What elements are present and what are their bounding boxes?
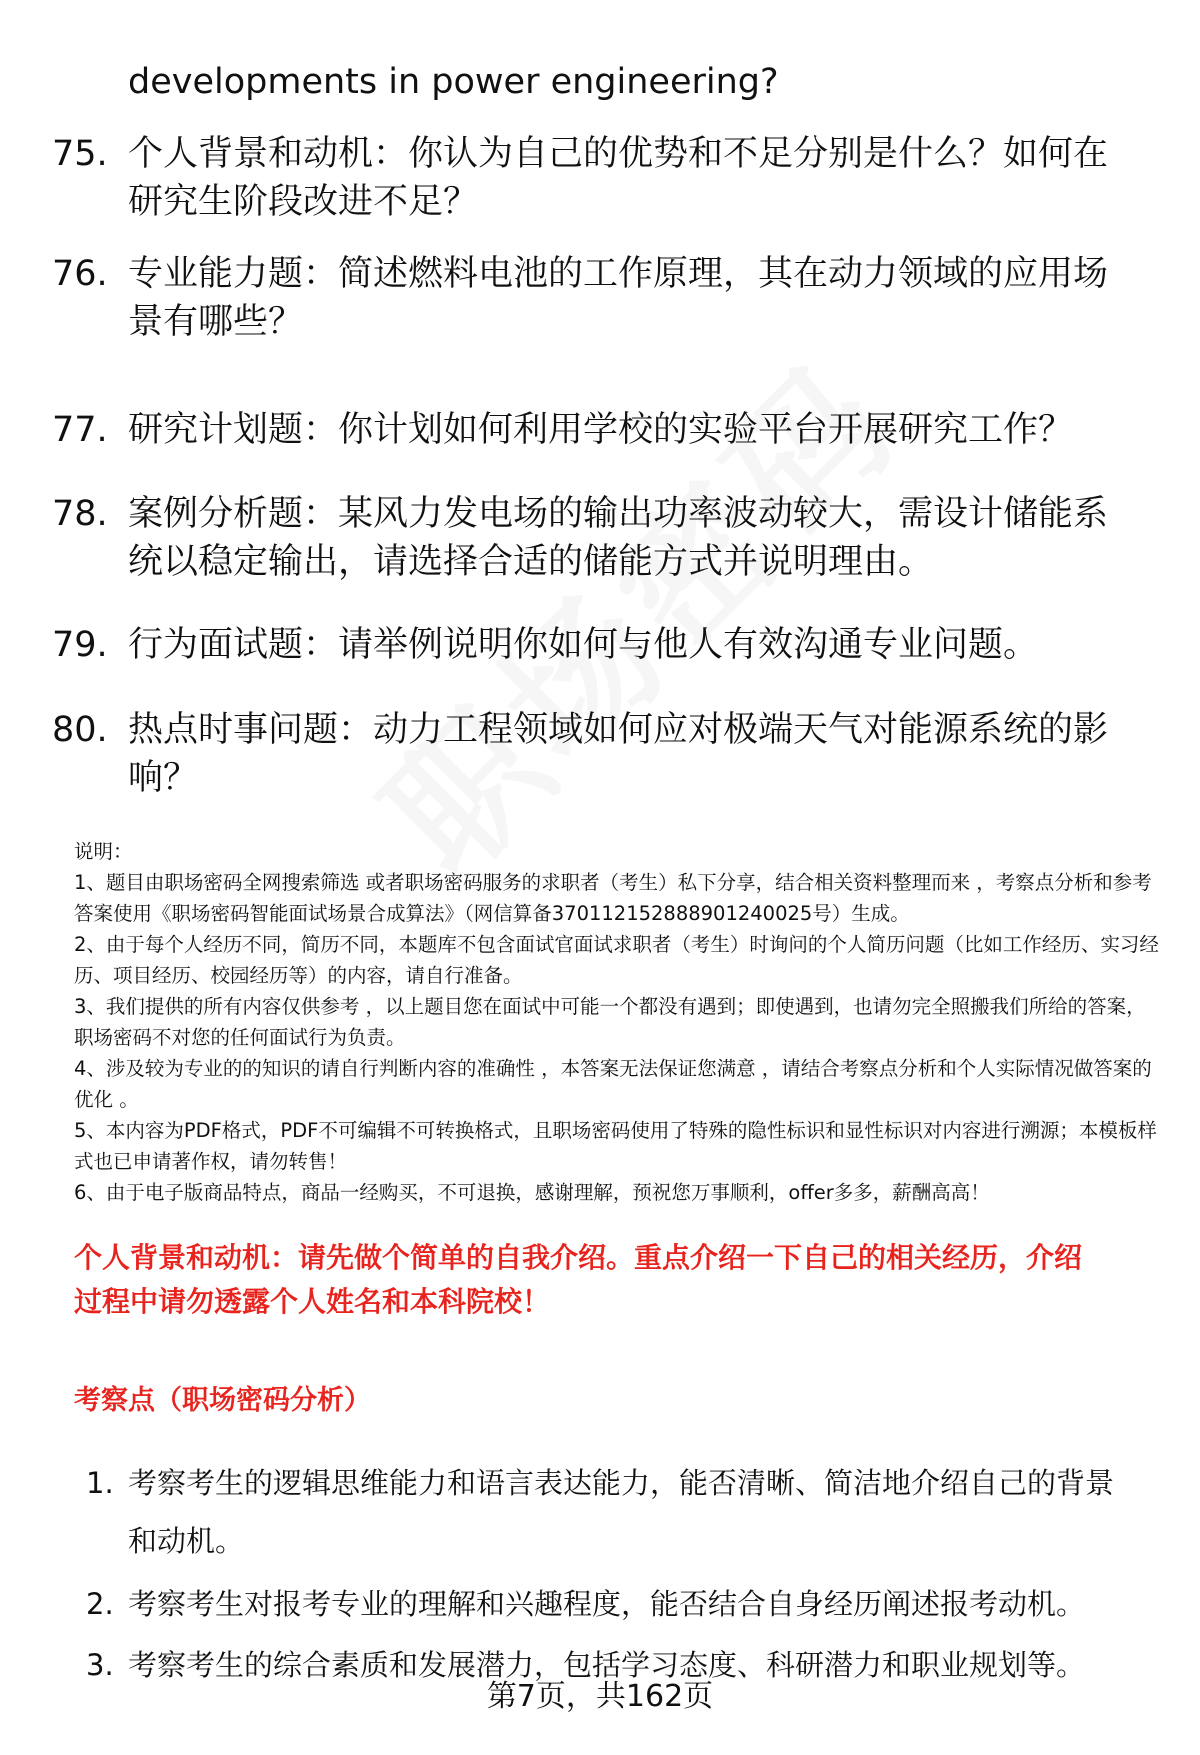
question-item — [52, 406, 1152, 454]
analysis-heading: 考察点（职场密码分析） — [74, 1385, 371, 1416]
highlight-question: 个人背景和动机：请先做个简单的自我介绍。重点介绍一下自己的相关经历，介绍 过程中请勿透露个人姓名和本科院校！ — [74, 1241, 1083, 1318]
notes-section — [74, 836, 1159, 1208]
note-item: 5、本内容为PDF格式，PDF不可编辑不可转换格式，且职场密码使用了特殊的隐性标识和显性标识对内容进行溯源；本模板样式也已申请著作权，请勿转售！ — [74, 1119, 1157, 1173]
analysis-point-number: 2. — [86, 1587, 114, 1621]
question-text: 热点时事问题：动力工程领域如何应对极端天气对能源系统的影 响？ — [128, 710, 1109, 798]
question-item — [52, 490, 1152, 586]
notes-heading: 说明： — [74, 840, 133, 863]
analysis-point — [86, 1454, 1156, 1570]
question-number: 77. — [52, 410, 108, 450]
question-item — [52, 130, 1152, 226]
note-item: 6、由于电子版商品特点，商品一经购买，不可退换，感谢理解，预祝您万事顺利，offer多多，薪酬高高！ — [74, 1181, 990, 1204]
question-item — [52, 621, 1152, 669]
note-item: 4、涉及较为专业的的知识的请自行判断内容的准确性 ，本答案无法保证您满意 ，请结合考察点分析和个人实际情况做答案的优化 。 — [74, 1057, 1152, 1111]
question-continuation: developments in power engineering? — [128, 62, 779, 102]
analysis-point-number: 3. — [86, 1648, 114, 1682]
question-item — [52, 706, 1152, 802]
note-item: 1、题目由职场密码全网搜索筛选 或者职场密码服务的求职者（考生）私下分享，结合相关资料整理而来 ，考察点分析和参考答案使用《职场密码智能面试场景合成算法》（网信算备370112152888901240025号）生成。 — [74, 871, 1152, 925]
analysis-point-text: 考察考生的逻辑思维能力和语言表达能力，能否清晰、简洁地介绍自己的背景 和动机。 — [128, 1466, 1115, 1558]
question-number: 80. — [52, 710, 108, 750]
analysis-point-number: 1. — [86, 1466, 114, 1500]
analysis-point — [86, 1575, 1156, 1633]
question-text: 案例分析题：某风力发电场的输出功率波动较大，需设计储能系 统以稳定输出，请选择合适的储能方式并说明理由。 — [128, 494, 1109, 582]
analysis-point-text: 考察考生的综合素质和发展潜力，包括学习态度、科研潜力和职业规划等。 — [128, 1648, 1086, 1682]
question-number: 79. — [52, 625, 108, 665]
question-text: 研究计划题：你计划如何利用学校的实验平台开展研究工作？ — [128, 410, 1074, 450]
page-footer: 第7页，共162页 — [486, 1679, 714, 1714]
question-text: 行为面试题：请举例说明你如何与他人有效沟通专业问题。 — [128, 625, 1039, 665]
question-number: 78. — [52, 494, 108, 534]
watermark — [330, 307, 935, 912]
question-text: 个人背景和动机：你认为自己的优势和不足分别是什么？如何在 研究生阶段改进不足？ — [128, 134, 1109, 222]
analysis-point-text: 考察考生对报考专业的理解和兴趣程度，能否结合自身经历阐述报考动机。 — [128, 1587, 1086, 1621]
question-number: 75. — [52, 134, 108, 174]
note-item: 2、由于每个人经历不同，简历不同，本题库不包含面试官面试求职者（考生）时询问的个人简历问题（比如工作经历、实习经历、项目经历、校园经历等）的内容，请自行准备。 — [74, 933, 1159, 987]
question-number: 76. — [52, 254, 108, 294]
question-item — [52, 250, 1152, 346]
note-item: 3、我们提供的所有内容仅供参考 ，以上题目您在面试中可能一个都没有遇到；即使遇到，也请勿完全照搬我们所给的答案，职场密码不对您的任何面试行为负责。 — [74, 995, 1146, 1049]
question-text: 专业能力题：简述燃料电池的工作原理，其在动力领域的应用场 景有哪些？ — [128, 254, 1109, 342]
